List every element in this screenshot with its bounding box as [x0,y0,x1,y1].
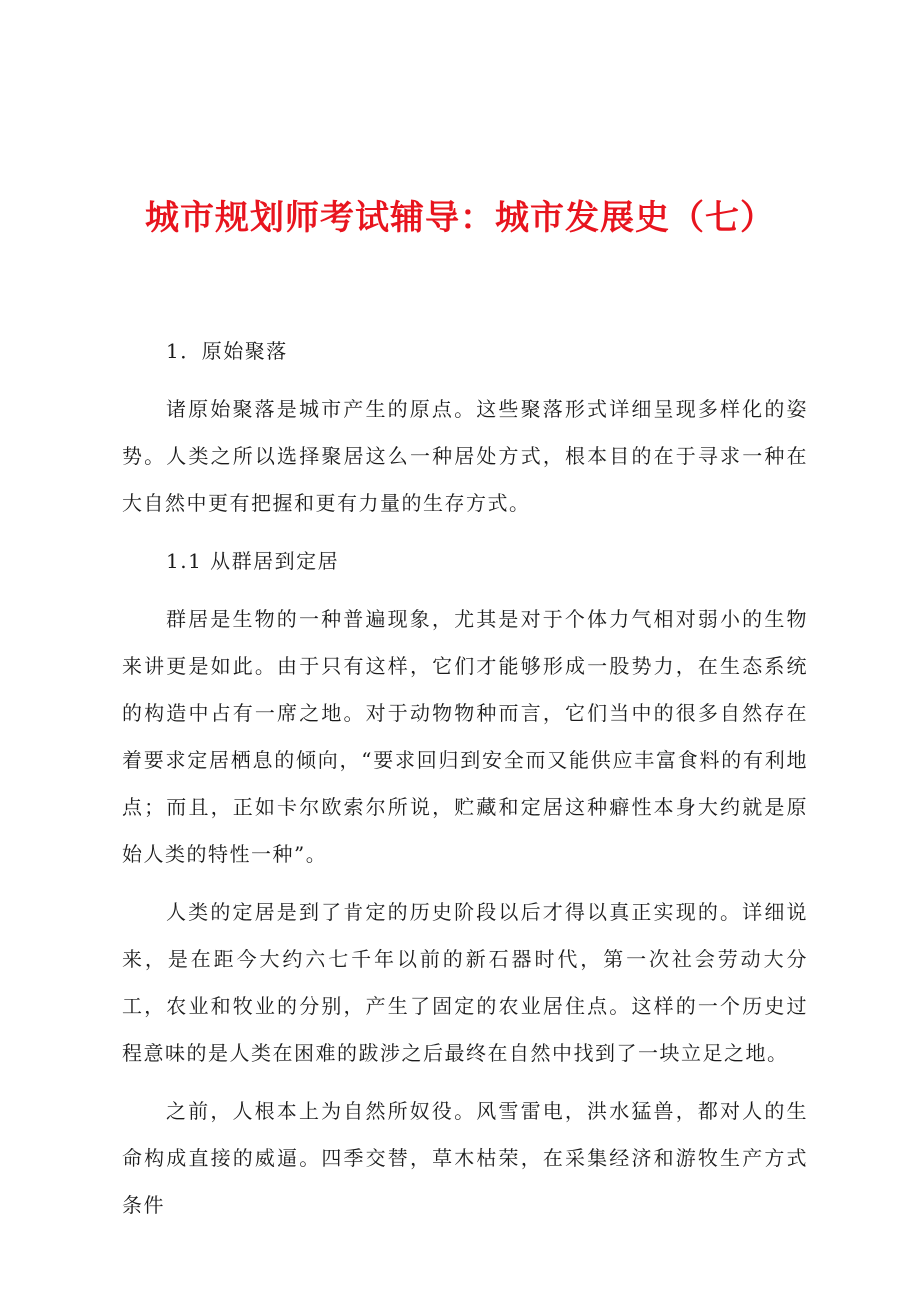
paragraph-1: 诸原始聚落是城市产生的原点。这些聚落形式详细呈现多样化的姿势。人类之所以选择聚居这么一种居处方式，根本目的在于寻求一种在大自然中更有把握和更有力量的生存方式。 [122,397,808,515]
paragraph-2: 群居是生物的一种普遍现象，尤其是对于个体力气相对弱小的生物来讲更是如此。由于只有这样，它们才能够形成一股势力，在生态系统的构造中占有一席之地。对于动物物种而言，它们当中的很多自然存在着要求定居栖息的倾向，“要求回归到安全而又能供应丰富食料的有利地点；而且，正如卡尔欧索尔所说，贮藏和定居这种癖性本身大约就是原始人类的特性一种”。 [122,607,808,866]
section-heading-1-1: 1.1 从群居到定居 [166,549,340,573]
document-body [122,328,808,1240]
paragraph-3: 人类的定居是到了肯定的历史阶段以后才得以真正实现的。详细说来，是在距今大约六七千年以前的新石器时代，第一次社会劳动大分工，农业和牧业的分别，产生了固定的农业居住点。这样的一个历史过程意味的是人类在困难的跋涉之后最终在自然中找到了一块立足之地。 [122,900,808,1065]
section-heading-1: 1．原始聚落 [166,339,288,363]
page-title: 城市规划师考试辅导：城市发展史（七） [145,198,775,238]
paragraph-4: 之前，人根本上为自然所奴役。风雪雷电，洪水猛兽，都对人的生命构成直接的威逼。四季交替，草木枯荣，在采集经济和游牧生产方式条件 [122,1099,808,1217]
